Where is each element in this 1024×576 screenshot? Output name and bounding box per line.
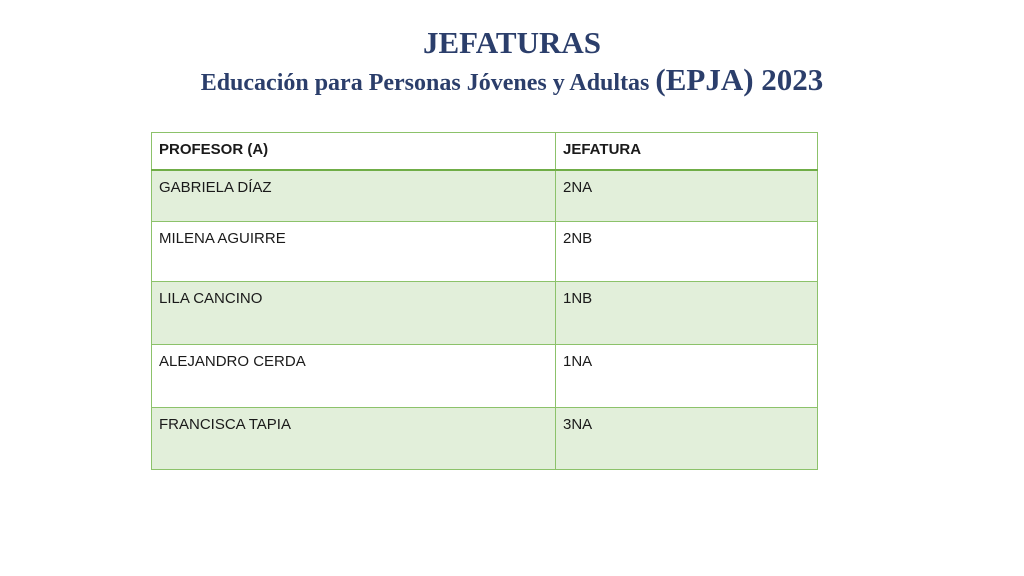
jefaturas-table [151, 132, 818, 470]
header-jefatura: JEFATURA [556, 133, 818, 171]
table-row [152, 282, 818, 345]
cell-profesor: GABRIELA DÍAZ [152, 170, 556, 222]
slide-title: JEFATURAS [423, 25, 601, 60]
table-row [152, 222, 818, 282]
cell-jefatura: 2NB [556, 222, 818, 282]
table-row [152, 408, 818, 470]
cell-profesor: MILENA AGUIRRE [152, 222, 556, 282]
header-profesor: PROFESOR (A) [152, 133, 556, 171]
cell-profesor: ALEJANDRO CERDA [152, 345, 556, 408]
cell-profesor: LILA CANCINO [152, 282, 556, 345]
slide-subtitle [0, 62, 1024, 101]
cell-jefatura: 2NA [556, 170, 818, 222]
subtitle-main-text: Educación para Personas Jóvenes y Adultas [200, 70, 656, 96]
cell-jefatura: 1NA [556, 345, 818, 408]
table-header-row [152, 133, 818, 171]
cell-profesor: FRANCISCA TAPIA [152, 408, 556, 470]
cell-jefatura: 3NA [556, 408, 818, 470]
cell-jefatura: 1NB [556, 282, 818, 345]
subtitle-program-year: (EPJA) 2023 [655, 62, 824, 97]
table-row [152, 345, 818, 408]
table-row [152, 170, 818, 222]
